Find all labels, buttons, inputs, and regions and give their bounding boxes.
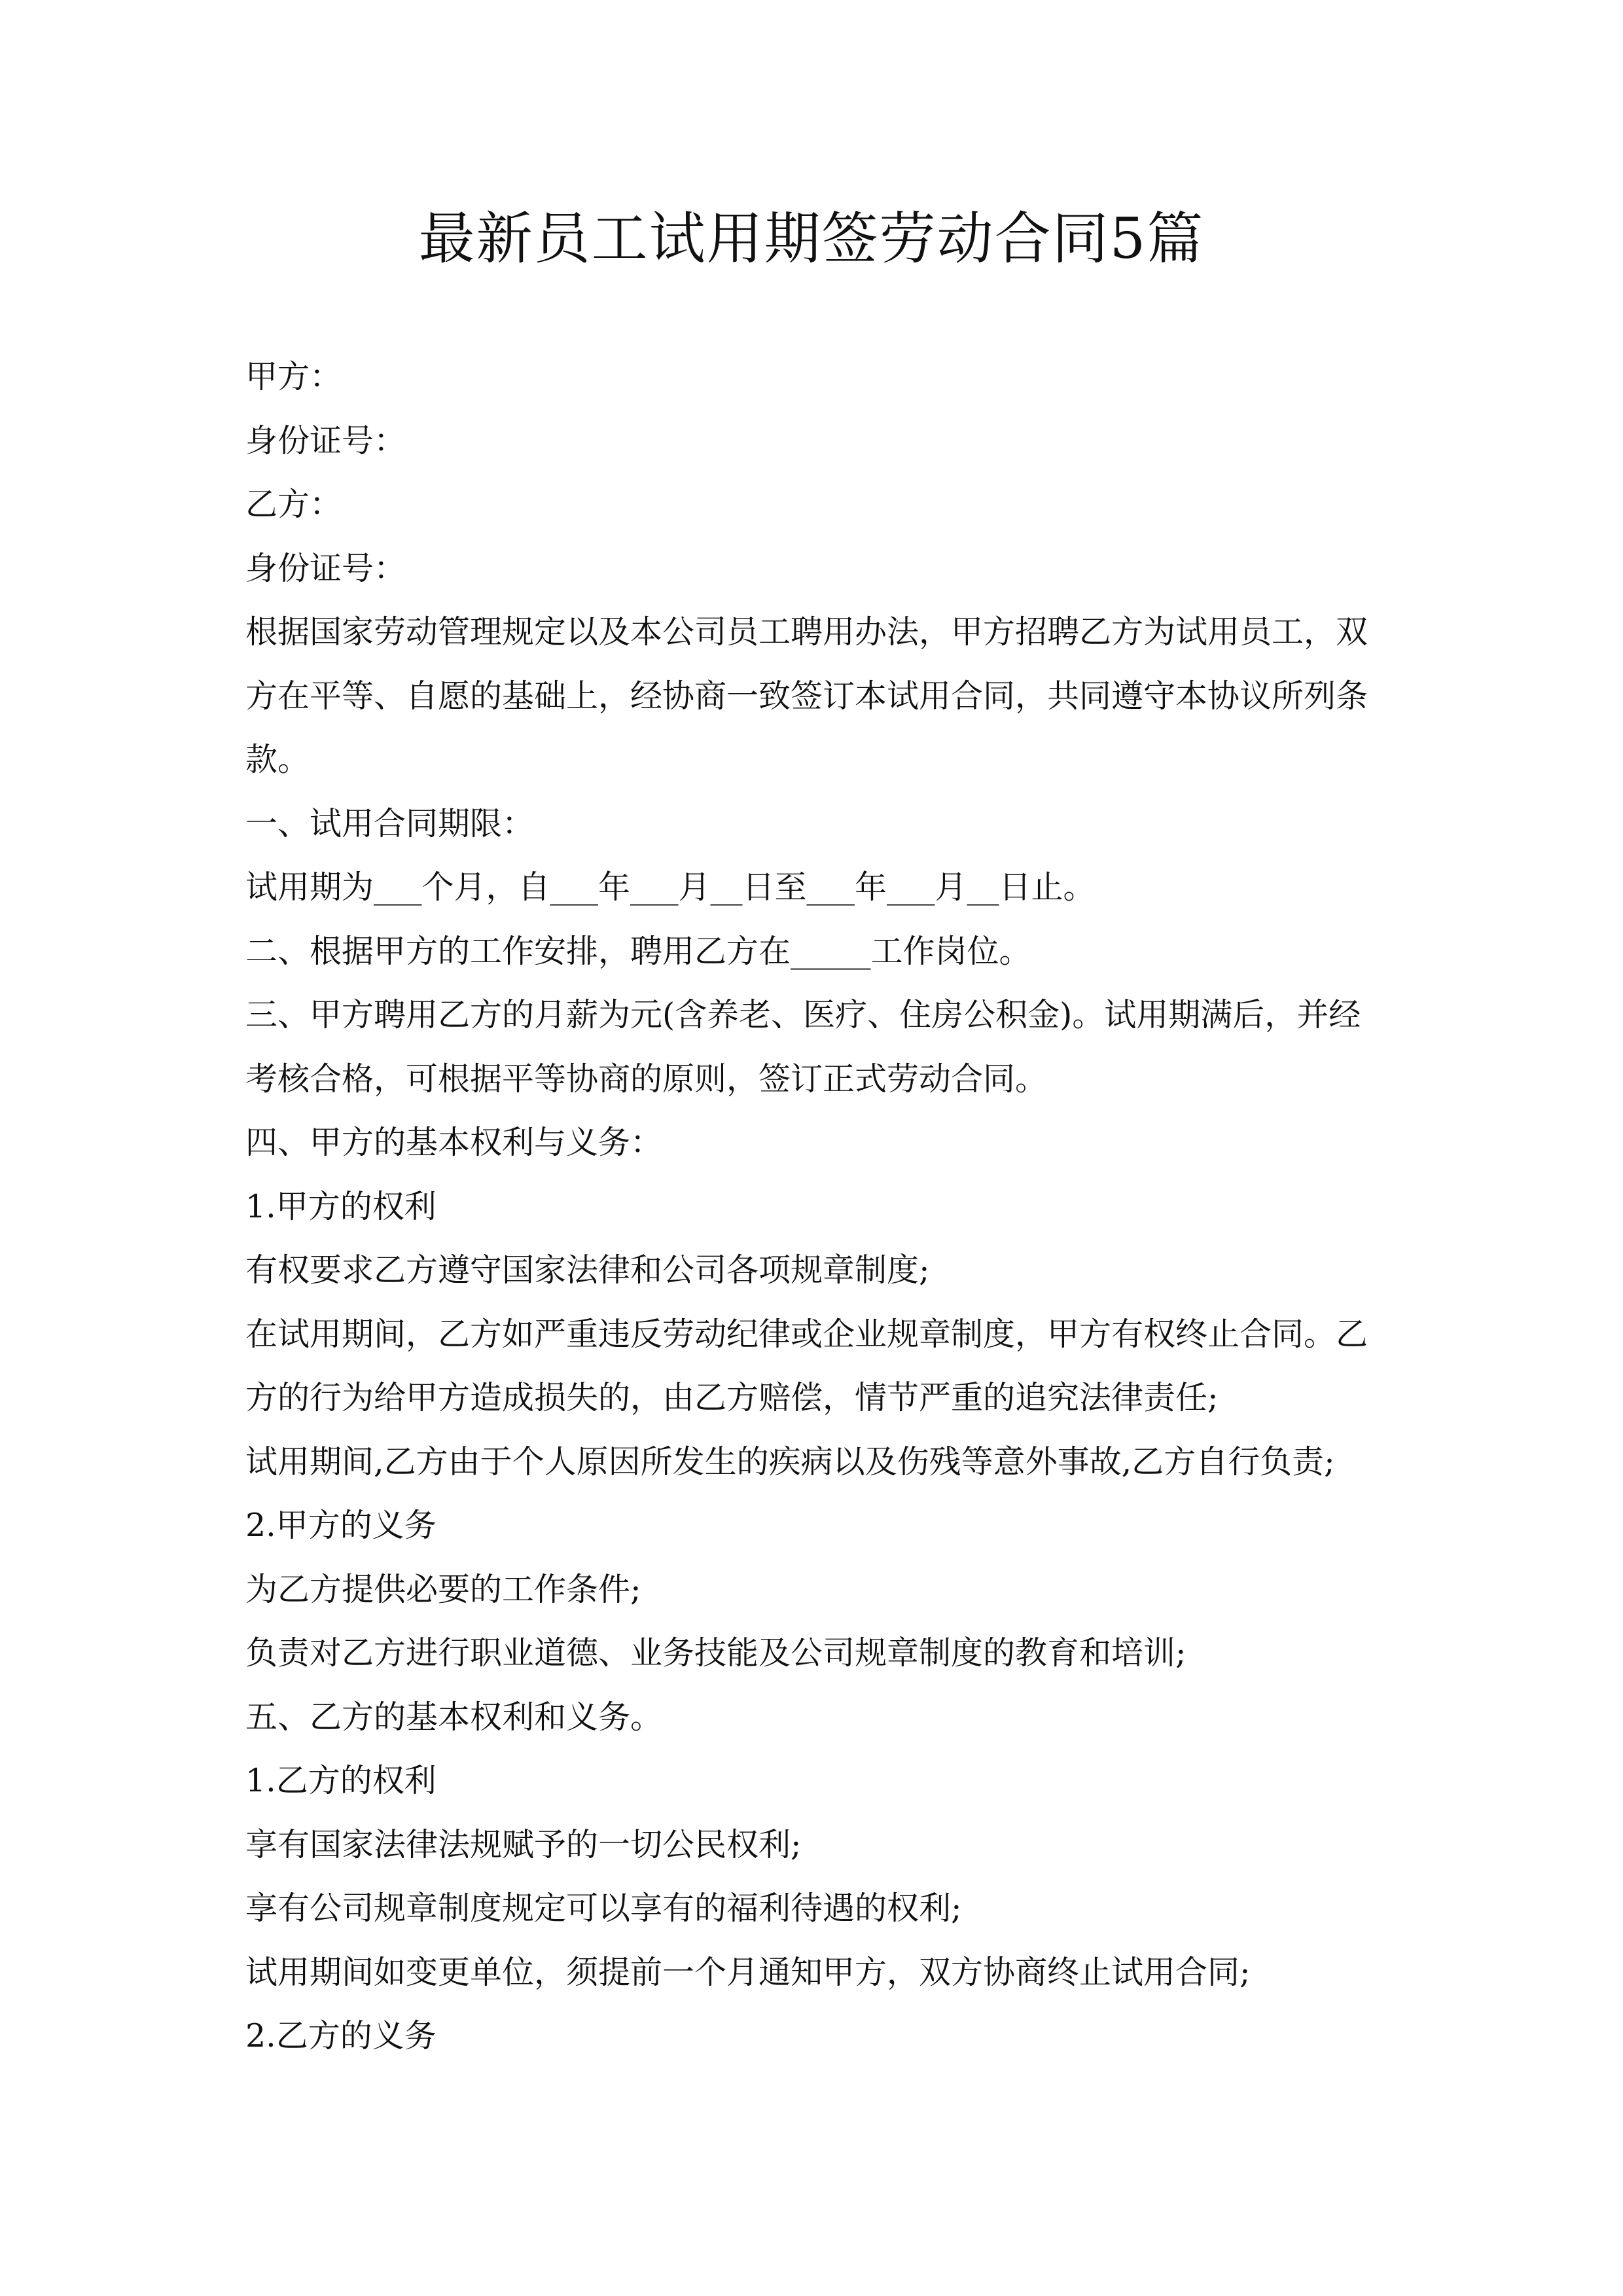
text-line: 考核合格，可根据平等协商的原则，签订正式劳动合同。 [245,1060,1048,1098]
text-line: 试用期间如变更单位，须提前一个月通知甲方，双方协商终止试用合同; [245,1953,1251,1991]
text-line: 试用期为___个月，自___年___月__日至___年___月__日止。 [245,869,1096,906]
text-line: 享有国家法律法规赋予的一切公民权利; [245,1825,802,1863]
text-line: 2.甲方的义务 [245,1507,437,1544]
document-title: 最新员工试用期签劳动合同5篇 [418,206,1205,272]
text-line: 2.乙方的义务 [245,2017,437,2054]
text-line: 二、根据甲方的工作安排，聘用乙方在_____工作岗位。 [245,932,1031,970]
text-line: 有权要求乙方遵守国家法律和公司各项规章制度; [245,1251,930,1289]
text-line: 乙方： [245,486,342,523]
text-line: 享有公司规章制度规定可以享有的福利待遇的权利; [245,1890,962,1927]
text-line: 试用期间,乙方由于个人原因所发生的疾病以及伤残等意外事故,乙方自行负责; [245,1443,1335,1480]
text-line: 1.甲方的权利 [245,1187,437,1225]
text-line: 根据国家劳动管理规定以及本公司员工聘用办法，甲方招聘乙方为试用员工，双 [245,613,1368,651]
text-line: 四、甲方的基本权利与义务： [245,1124,663,1161]
text-line: 在试用期间，乙方如严重违反劳动纪律或企业规章制度，甲方有权终止合同。乙 [245,1315,1368,1353]
text-line: 身份证号： [245,549,406,587]
text-line: 方的行为给甲方造成损失的，由乙方赔偿，情节严重的追究法律责任; [245,1379,1219,1416]
text-line: 一、试用合同期限： [245,804,535,842]
text-line: 身份证号： [245,422,406,459]
text-line: 三、甲方聘用乙方的月薪为元(含养老、医疗、住房公积金)。试用期满后，并经 [245,996,1361,1033]
text-line: 方在平等、自愿的基础上，经协商一致签订本试用合同，共同遵守本协议所列条 [245,677,1368,715]
text-line: 甲方： [245,358,342,395]
text-line: 1.乙方的权利 [245,1762,437,1799]
document-body [245,345,1397,2068]
text-line: 款。 [245,741,310,778]
text-line: 为乙方提供必要的工作条件; [245,1570,641,1608]
text-line: 五、乙方的基本权利和义务。 [245,1698,663,1736]
text-line: 负责对乙方进行职业道德、业务技能及公司规章制度的教育和培训; [245,1634,1186,1672]
